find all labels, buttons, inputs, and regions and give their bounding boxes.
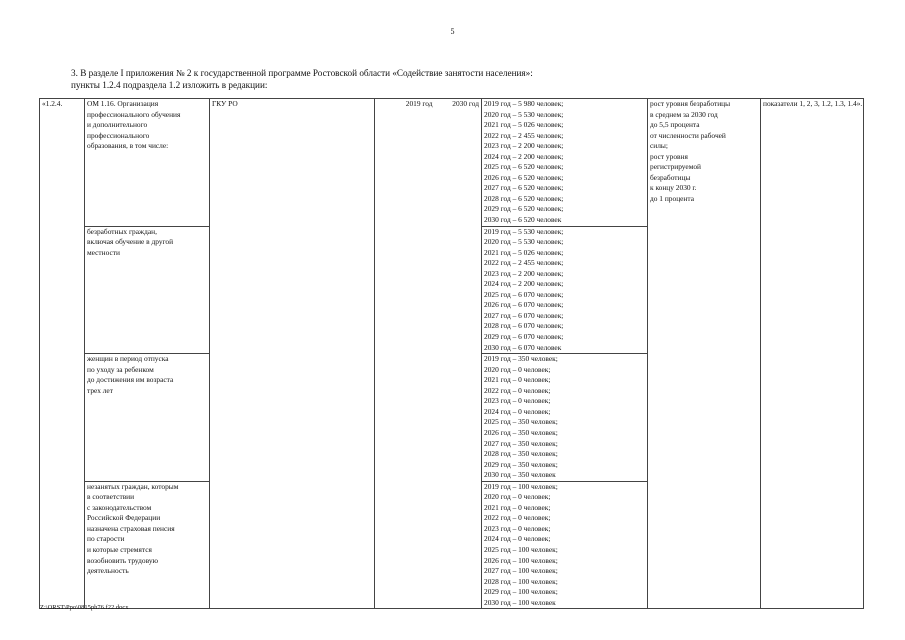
value-line: 2022 год – 0 человек; — [484, 513, 551, 523]
value-line: 2029 год – 6 070 человек; — [484, 332, 564, 342]
value-line: 2021 год – 5 026 человек; — [484, 247, 564, 257]
end-year-cell — [435, 99, 482, 609]
value-line: 2023 год – 2 200 человек; — [484, 141, 564, 151]
value-line: 2023 год – 2 200 человек; — [484, 268, 564, 278]
value-line: 2021 год – 0 человек; — [484, 502, 551, 512]
value-line: 2026 год – 350 человек; — [484, 427, 558, 437]
description-line: назначена страховая пенсия — [87, 523, 175, 533]
value-line: 2019 год – 5 530 человек; — [484, 226, 564, 236]
values-cell — [482, 481, 648, 609]
value-line: 2022 год – 2 455 человек; — [484, 258, 564, 268]
table-row — [40, 99, 864, 227]
value-line: 2027 год – 6 520 человек; — [484, 183, 564, 193]
result-line: безработицы — [650, 172, 691, 182]
result-line: к концу 2030 г. — [650, 183, 697, 193]
result-line: регистрируемой — [650, 162, 702, 172]
value-line: 2021 год – 5 026 человек; — [484, 120, 564, 130]
value-line: 2022 год – 0 человек; — [484, 385, 551, 395]
program-table — [39, 98, 864, 609]
value-line: 2019 год – 350 человек; — [484, 354, 558, 364]
result-line: рост уровня — [650, 151, 688, 161]
value-line: 2026 год – 6 070 человек; — [484, 300, 564, 310]
description-cell — [85, 226, 210, 354]
end-year: 2030 год — [452, 99, 479, 108]
value-line: 2030 год – 6 520 человек — [484, 215, 562, 225]
value-line: 2020 год – 0 человек; — [484, 492, 551, 502]
value-line: 2023 год – 0 человек; — [484, 396, 551, 406]
description-line: образования, в том числе: — [87, 141, 169, 151]
value-line: 2025 год – 6 070 человек; — [484, 289, 564, 299]
value-line: 2019 год – 100 человек; — [484, 481, 558, 491]
intro-line-1: 3. В разделе I приложения № 2 к государственной программе Ростовской области «Содействие занятости населения»: — [71, 68, 533, 78]
value-line: 2029 год – 350 человек; — [484, 459, 558, 469]
executor-cell — [210, 99, 375, 609]
value-line: 2028 год – 6 070 человек; — [484, 321, 564, 331]
description-line: трех лет — [87, 385, 113, 395]
indicators-cell — [761, 99, 864, 609]
value-line: 2028 год – 100 человек; — [484, 576, 558, 586]
result-cell — [648, 99, 761, 609]
value-line: 2030 год – 350 человек — [484, 470, 556, 480]
value-line: 2026 год – 100 человек; — [484, 555, 558, 565]
description-line: в соответствии — [87, 492, 135, 502]
description-line: женщин в период отпуска — [87, 354, 169, 364]
value-line: 2020 год – 0 человек; — [484, 364, 551, 374]
description-cell — [85, 99, 210, 227]
value-line: 2030 год – 100 человек — [484, 597, 556, 607]
description-line: деятельность — [87, 566, 129, 576]
indicators-text: показатели 1, 2, 3, 1.2, 1.3, 1.4». — [763, 99, 863, 108]
row-number-cell — [40, 99, 85, 609]
description-cell — [85, 354, 210, 482]
value-line: 2024 год – 2 200 человек; — [484, 151, 564, 161]
value-line: 2027 год – 350 человек; — [484, 438, 558, 448]
start-year: 2019 год — [405, 99, 433, 108]
description-line: местности — [87, 247, 120, 257]
value-line: 2025 год – 350 человек; — [484, 417, 558, 427]
start-year-cell — [375, 99, 435, 609]
description-line: профессионального — [87, 130, 150, 140]
result-line: в среднем за 2030 год — [650, 109, 718, 119]
description-line: профессионального обучения — [87, 109, 181, 119]
description-line: по старости — [87, 534, 125, 544]
page-number: 5 — [450, 27, 455, 36]
value-line: 2029 год – 6 520 человек; — [484, 204, 564, 214]
description-line: по уходу за ребенком — [87, 364, 154, 374]
description-line: до достижения им возраста — [87, 375, 174, 385]
description-line: незанятых граждан, которым — [87, 481, 179, 491]
values-cell — [482, 226, 648, 354]
value-line: 2022 год – 2 455 человек; — [484, 130, 564, 140]
result-line: до 1 процента — [650, 193, 694, 203]
result-line: силы; — [650, 141, 668, 151]
value-line: 2023 год – 0 человек; — [484, 523, 551, 533]
value-line: 2024 год – 2 200 человек; — [484, 279, 564, 289]
description-line: ОМ 1.16. Организация — [87, 99, 159, 108]
description-line: и которые стремятся — [87, 544, 152, 554]
result-line: до 5,5 процента — [650, 120, 700, 130]
value-line: 2021 год – 0 человек; — [484, 375, 551, 385]
result-line: от численности рабочей — [650, 130, 726, 140]
value-line: 2024 год – 0 человек; — [484, 534, 551, 544]
value-line: 2024 год – 0 человек; — [484, 406, 551, 416]
value-line: 2020 год – 5 530 человек; — [484, 109, 564, 119]
description-line: включая обучение в другой — [87, 237, 174, 247]
value-line: 2027 год – 6 070 человек; — [484, 310, 564, 320]
value-line: 2029 год – 100 человек; — [484, 587, 558, 597]
value-line: 2020 год – 5 530 человек; — [484, 237, 564, 247]
row-number: «1.2.4. — [42, 99, 63, 108]
values-cell — [482, 99, 648, 227]
intro-line-2: пункты 1.2.4 подраздела 1.2 изложить в редакции: — [71, 80, 268, 90]
result-line: рост уровня безработицы — [650, 99, 731, 108]
value-line: 2025 год – 6 520 человек; — [484, 162, 564, 172]
values-cell — [482, 354, 648, 482]
description-line: с законодательством — [87, 502, 152, 512]
footer-file-path: Z:\ORST\Ppo\0815ph76.f22.docx — [40, 604, 129, 611]
executor: ГКУ РО — [212, 99, 238, 108]
value-line: 2027 год – 100 человек; — [484, 566, 558, 576]
description-line: Российской Федерации — [87, 513, 161, 523]
value-line: 2026 год – 6 520 человек; — [484, 172, 564, 182]
value-line: 2030 год – 6 070 человек — [484, 342, 562, 352]
value-line: 2019 год – 5 980 человек; — [484, 99, 564, 108]
description-cell — [85, 481, 210, 609]
value-line: 2025 год – 100 человек; — [484, 544, 558, 554]
description-line: возобновить трудовую — [87, 555, 159, 565]
description-line: безработных граждан, — [87, 226, 157, 236]
description-line: и дополнительного — [87, 120, 148, 130]
value-line: 2028 год – 6 520 человек; — [484, 193, 564, 203]
value-line: 2028 год – 350 человек; — [484, 449, 558, 459]
